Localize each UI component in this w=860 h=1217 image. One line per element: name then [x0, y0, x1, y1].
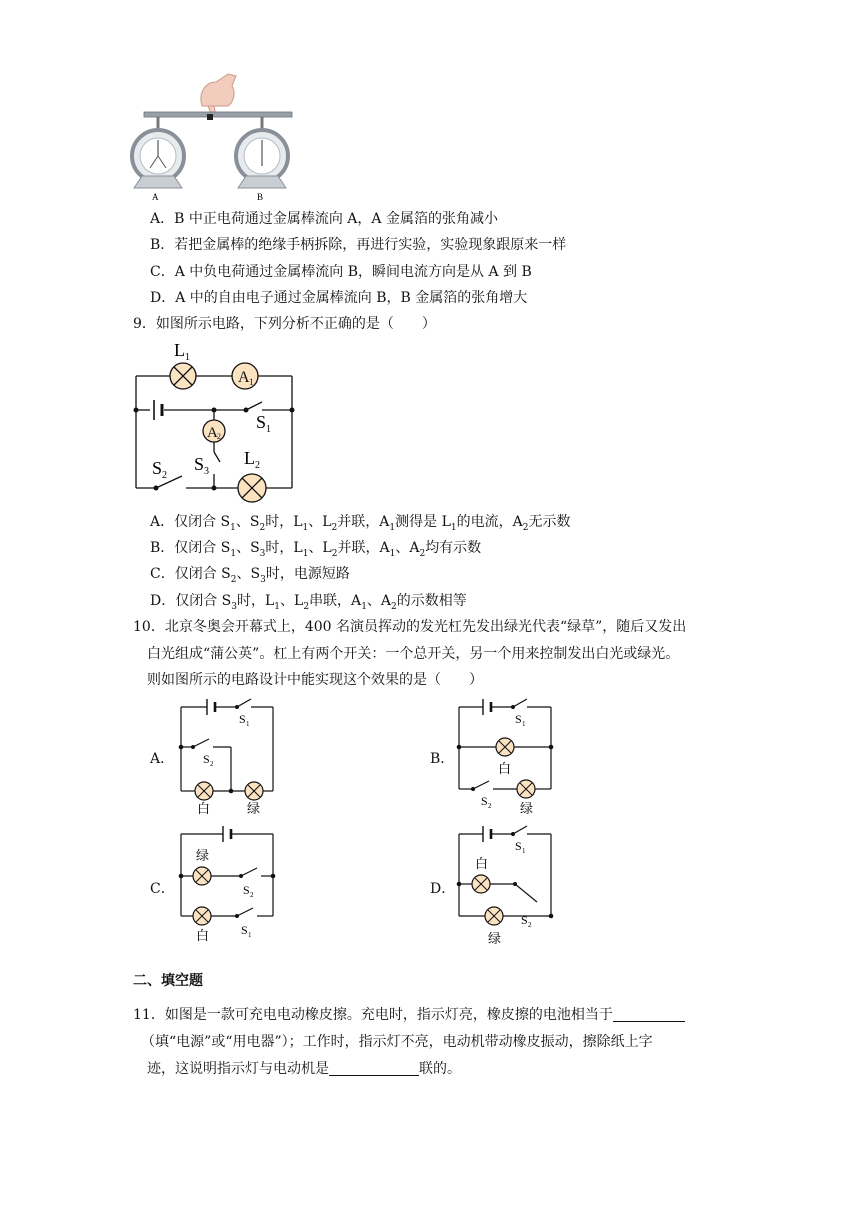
svg-text:S: S	[521, 913, 528, 927]
option-text: 的示数相等	[396, 593, 467, 609]
subscript: 3	[259, 548, 266, 559]
option-text: 时，L	[265, 514, 303, 530]
subscript: 1	[230, 522, 236, 533]
q9-stem: 9．如图所示电路，下列分析不正确的是（ ）	[133, 316, 436, 332]
electroscope-a	[132, 117, 184, 188]
white-lamp-icon	[193, 907, 211, 925]
q10-choice-c-letter: C．	[150, 881, 175, 897]
subscript: 1	[302, 548, 309, 559]
label-b: B	[257, 192, 264, 202]
metal-rod	[144, 112, 292, 117]
subscript: 3	[231, 601, 237, 612]
svg-text:白: 白	[475, 856, 489, 871]
subscript: 2	[230, 574, 237, 585]
svg-text:白: 白	[498, 761, 512, 776]
svg-text:1: 1	[266, 424, 271, 435]
svg-text:A: A	[238, 369, 250, 386]
subscript: 1	[389, 522, 396, 533]
subscript: 2	[522, 522, 529, 533]
subscript: 2	[331, 548, 338, 559]
svg-text:绿: 绿	[196, 848, 210, 863]
svg-text:1: 1	[185, 352, 190, 363]
svg-text:1: 1	[246, 720, 250, 728]
green-lamp-icon	[193, 867, 211, 885]
svg-text:2: 2	[210, 760, 214, 768]
answer-blank-2[interactable]	[329, 1061, 419, 1076]
q8-option-b: B．若把金属棒的绝缘手柄拆除，再进行实验，实验现象跟原来一样	[150, 237, 567, 253]
subscript: 2	[391, 601, 397, 612]
option-text: 的电流，A	[456, 514, 523, 530]
option-text: 、A	[366, 593, 392, 609]
svg-text:1: 1	[248, 931, 252, 939]
green-lamp-icon	[485, 907, 503, 925]
q10-circuit-a	[175, 695, 285, 815]
svg-text:2: 2	[162, 470, 167, 481]
svg-text:绿: 绿	[247, 801, 261, 816]
q10-circuit-b	[453, 695, 563, 815]
svg-text:S: S	[241, 923, 248, 937]
svg-text:2: 2	[255, 460, 260, 471]
electroscope-b	[236, 117, 288, 188]
q9-option-d	[150, 590, 467, 612]
q10-stem-line-2: 白光组成“蒲公英”。杠上有两个开关：一个总开关，另一个用来控制发出白光或绿光。	[147, 646, 680, 662]
option-text: D．仅闭合 S	[150, 593, 232, 609]
option-text: 均有示数	[425, 540, 482, 556]
subscript: 2	[259, 522, 266, 533]
electroscope-figure	[128, 70, 308, 200]
label-a: A	[152, 192, 159, 202]
subscript: 2	[419, 548, 426, 559]
option-text: 、S	[235, 514, 260, 530]
subscript: 2	[303, 601, 310, 612]
green-lamp-icon	[517, 780, 535, 798]
q11-text-1: 11．如图是一款可充电电动橡皮擦。充电时，指示灯亮，橡皮擦的电池相当于	[133, 1007, 613, 1023]
option-text: 并联，A	[337, 514, 390, 530]
option-text: B．仅闭合 S	[150, 540, 231, 556]
section-title: 二、填空题	[133, 973, 203, 989]
subscript: 1	[230, 548, 237, 559]
subscript: 1	[389, 548, 396, 559]
svg-text:1: 1	[522, 720, 526, 728]
svg-text:白: 白	[196, 928, 210, 943]
svg-text:1: 1	[522, 847, 526, 855]
svg-text:S: S	[481, 794, 488, 808]
subscript: 1	[361, 601, 367, 612]
svg-text:3: 3	[204, 466, 209, 477]
q10-stem-line-1: 10．北京冬奥会开幕式上，400 名演员挥动的发光杠先发出绿光代表“绿草”，随后又发出	[133, 619, 687, 635]
green-lamp-icon	[245, 782, 263, 800]
lamp-l1-icon	[170, 363, 196, 389]
svg-text:S: S	[152, 458, 163, 478]
q8-option-d: D．A 中的自由电子通过金属棒流向 B，B 金属箔的张角增大	[150, 290, 528, 306]
q9-option-a	[150, 511, 570, 533]
q9-option-c	[150, 563, 350, 585]
q9-option-b	[150, 537, 481, 559]
subscript: 1	[302, 522, 309, 533]
svg-text:绿: 绿	[520, 801, 534, 816]
option-text: C．仅闭合 S	[150, 566, 231, 582]
svg-text:2: 2	[217, 432, 221, 441]
q11-line-3	[147, 1058, 461, 1078]
white-lamp-icon	[496, 738, 514, 756]
svg-text:S: S	[239, 712, 246, 726]
q11-text-3a: 迹，这说明指示灯与电动机是	[147, 1061, 329, 1077]
svg-text:1: 1	[249, 377, 254, 387]
svg-text:S: S	[243, 883, 250, 897]
q11-text-3b: 联的。	[419, 1061, 461, 1077]
option-text: A．仅闭合 S	[150, 514, 231, 530]
svg-text:绿: 绿	[488, 931, 502, 946]
q10-choice-d-letter: D．	[430, 881, 456, 897]
svg-text:2: 2	[488, 802, 492, 810]
option-text: 、S	[236, 566, 261, 582]
q10-circuit-c	[175, 822, 295, 942]
svg-text:2: 2	[250, 891, 254, 899]
option-text: 、A	[395, 540, 420, 556]
q10-circuit-d	[453, 822, 563, 947]
option-text: 测得是 L	[395, 514, 451, 530]
svg-text:L: L	[244, 448, 255, 468]
option-text: 、S	[236, 540, 260, 556]
ammeter-a1-icon	[232, 363, 258, 389]
svg-text:L: L	[174, 340, 185, 360]
q11-line-2: （填“电源”或“用电器”）；工作时，指示灯不亮，电动机带动橡皮振动，擦除纸上字	[141, 1034, 653, 1050]
q10-stem-line-3: 则如图所示的电路设计中能实现这个效果的是（ ）	[147, 672, 483, 688]
option-text: 时，电源短路	[265, 566, 350, 582]
answer-blank-1[interactable]	[613, 1007, 685, 1022]
q8-option-a: A．B 中正电荷通过金属棒流向 A，A 金属箔的张角减小	[150, 211, 498, 227]
q11-line-1	[133, 1004, 685, 1024]
svg-text:S: S	[203, 752, 210, 766]
option-text: 串联，A	[309, 593, 362, 609]
subscript: 1	[274, 601, 281, 612]
q8-option-c: C．A 中负电荷通过金属棒流向 B，瞬间电流方向是从 A 到 B	[150, 264, 532, 280]
svg-text:白: 白	[197, 801, 211, 816]
hand-icon	[201, 74, 236, 116]
svg-text:A: A	[207, 425, 218, 441]
ammeter-a2-icon	[203, 420, 225, 442]
option-text: 并联，A	[337, 540, 390, 556]
white-lamp-icon	[195, 782, 213, 800]
svg-text:S: S	[194, 454, 205, 474]
option-text: 、L	[308, 540, 332, 556]
subscript: 2	[331, 522, 338, 533]
svg-text:S: S	[515, 839, 522, 853]
option-text: 、L	[280, 593, 304, 609]
q10-choice-b-letter: B．	[430, 751, 455, 767]
option-text: 时，L	[237, 593, 275, 609]
option-text: 无示数	[528, 514, 571, 530]
option-text: 时，L	[265, 540, 303, 556]
svg-text:2: 2	[528, 921, 532, 929]
subscript: 3	[260, 574, 266, 585]
lamp-l2-icon	[238, 474, 266, 502]
option-text: 、L	[308, 514, 332, 530]
q9-circuit-diagram	[128, 338, 303, 498]
svg-text:S: S	[256, 412, 267, 432]
q10-choice-a-letter: A．	[150, 751, 175, 767]
white-lamp-icon	[472, 875, 490, 893]
subscript: 1	[450, 522, 457, 533]
svg-text:S: S	[515, 712, 522, 726]
